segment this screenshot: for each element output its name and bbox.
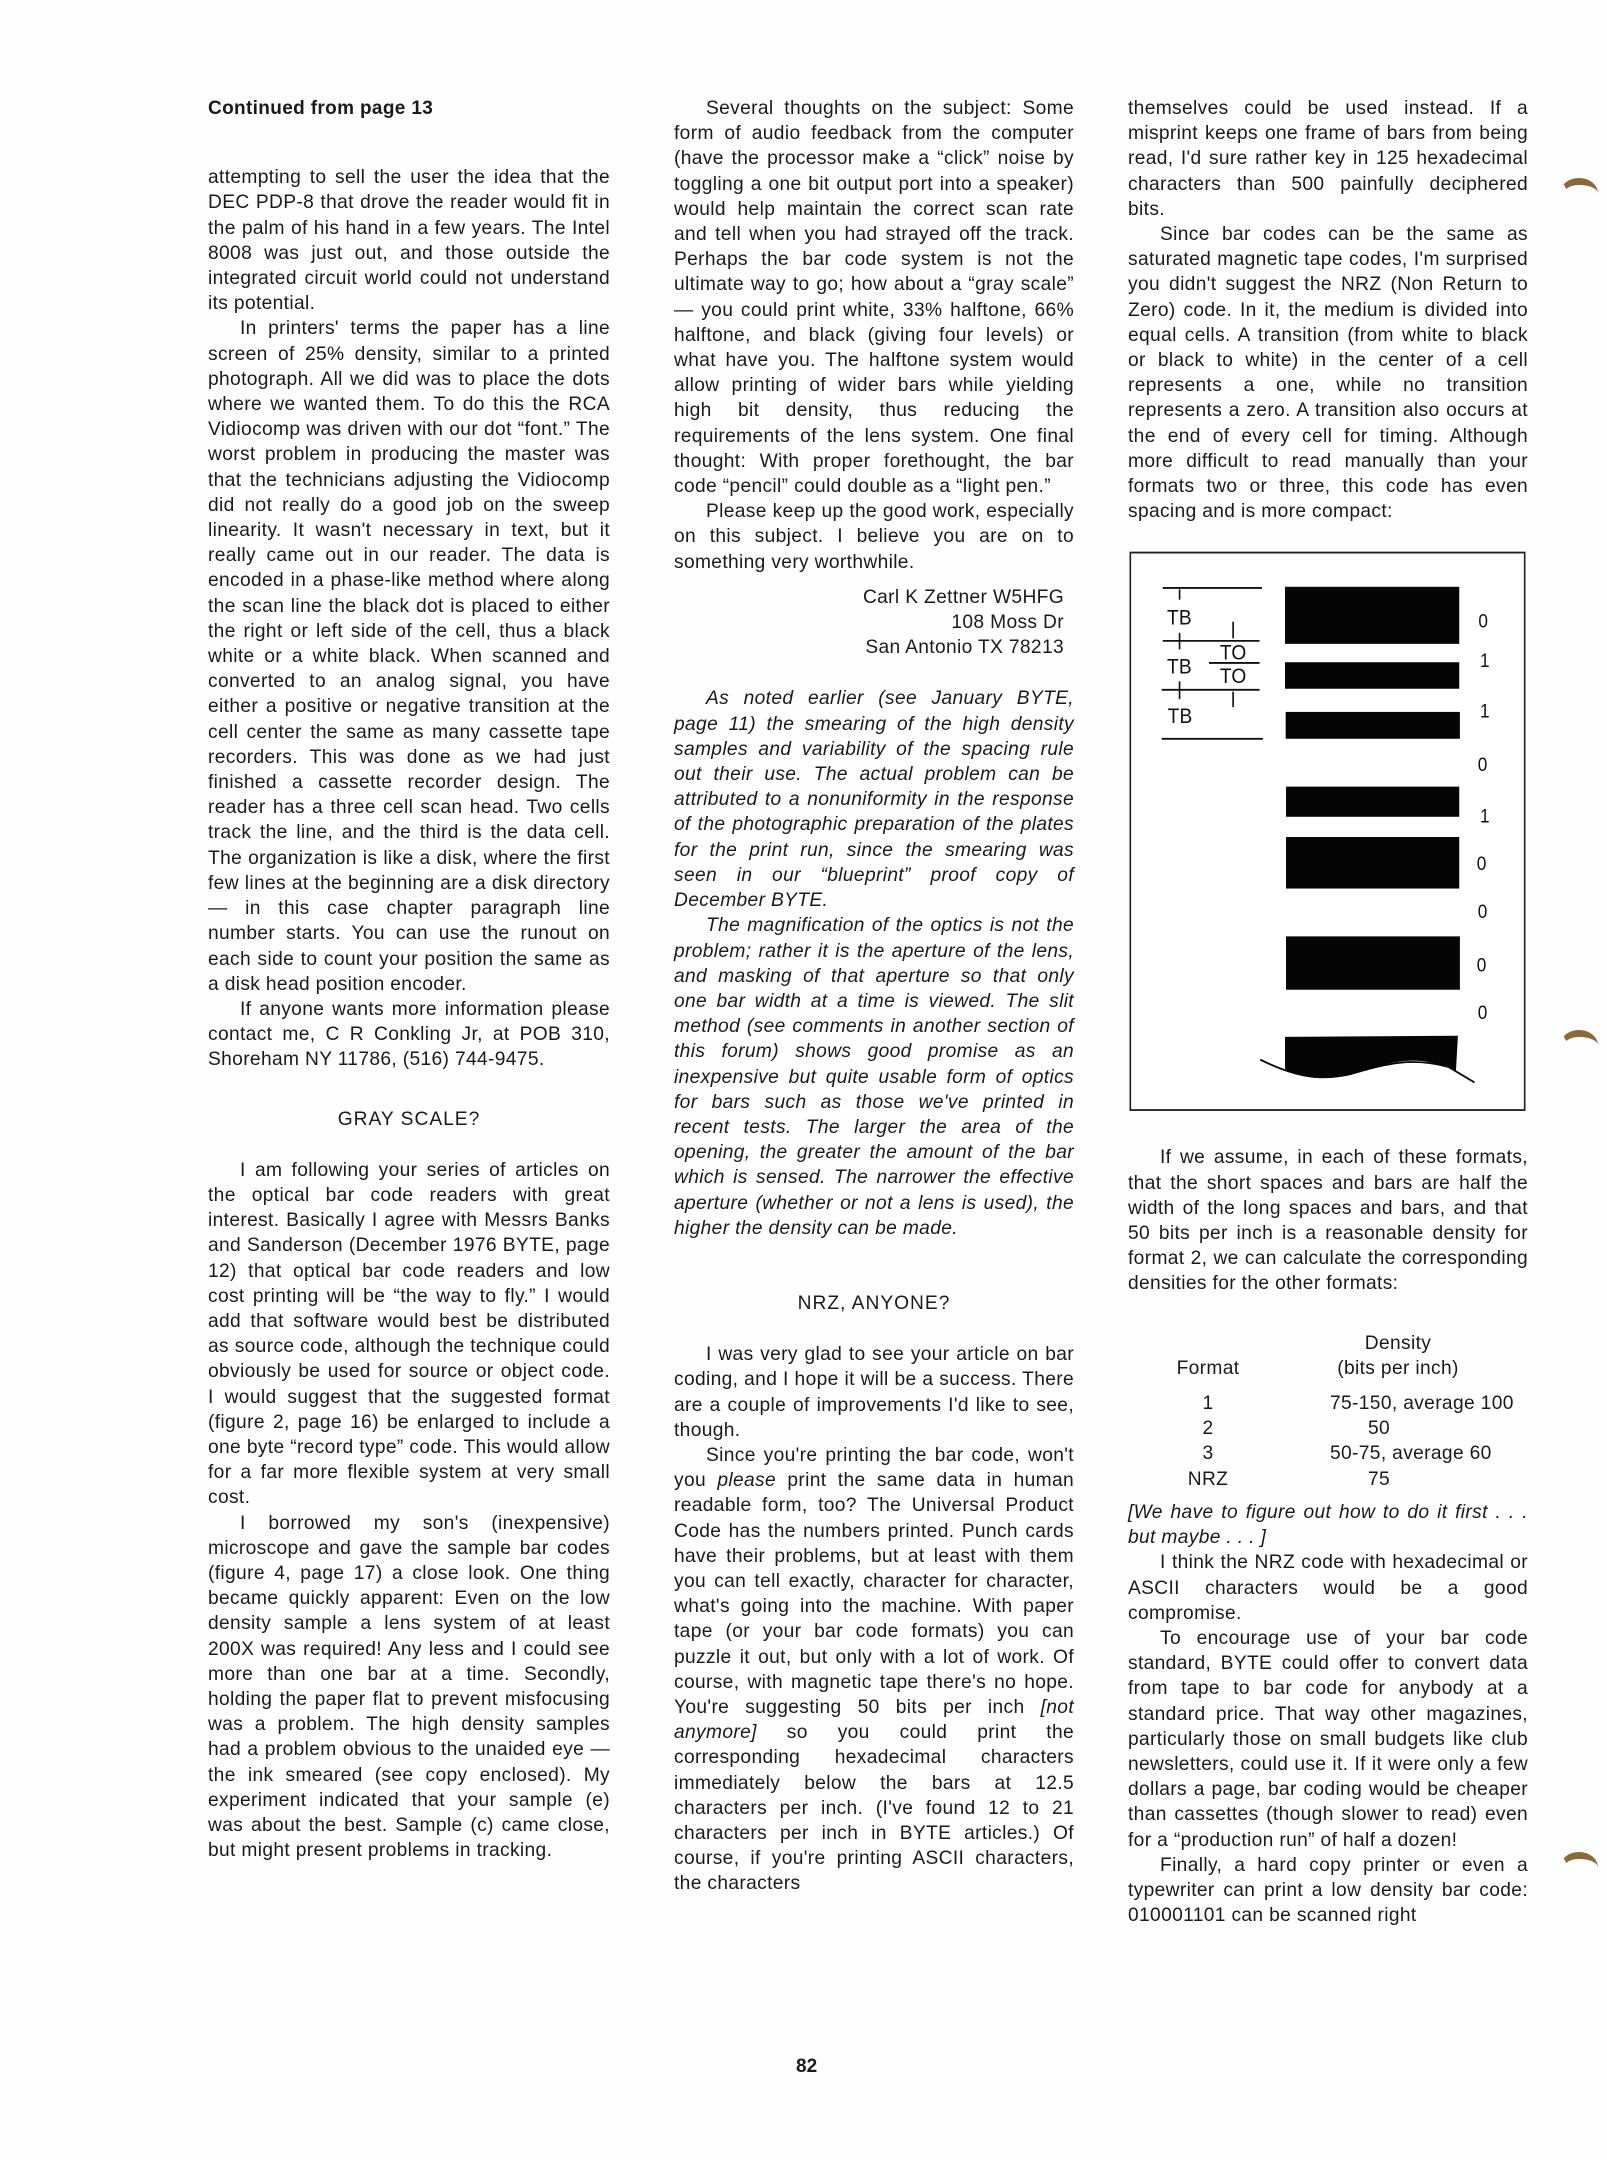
density-cell: 50-75, average 60 <box>1330 1443 1492 1465</box>
table-header-density-title: Density <box>1364 1332 1432 1354</box>
paragraph-text: please <box>717 1470 776 1492</box>
format-cell: 3 <box>1202 1443 1214 1465</box>
bar <box>1286 837 1459 889</box>
signature-name: Carl K Zettner W5HFG <box>862 586 1064 608</box>
table-header-density-unit: (bits per inch) <box>1337 1357 1459 1379</box>
nrz-bar-code-figure <box>1128 550 1528 1113</box>
paragraph-text: I am following your series of articles on the optical bar code readers with great interest. Basically I agree with Messrs Banks and Sanderson (December 1976 BYTE, page 12) that optical bar code readers and low cost printing will be “the way to fly.” I would add that software would best be distributed as source code, although the technique could obviously be used for source or object code. I would suggest that the suggested format (figure 2, page 16) be enlarged to include a one byte “record type” code. This would allow for a far more flexible system at very small cost. <box>208 1159 610 1509</box>
column-2 <box>674 96 1074 1897</box>
paragraph-text: Please keep up the good work, especially on this subject. I believe you are on to something very worthwhile. <box>674 501 1074 573</box>
bit-label: 0 <box>1477 1002 1488 1024</box>
letter-gray-scale-body <box>208 1158 610 1864</box>
paragraph <box>674 1443 1074 1897</box>
paragraph <box>674 1342 1074 1443</box>
paragraph-text: print the same data in human readable form, too? The Universal Product Code has the numbers printed. Punch cards have their problems, but at least with them you can tell exactly, character for character, what's going into the machine. With paper tape (or your bar code formats) you can puzzle it out, but only with a lot of work. Of course, with magnetic tape there's no hope. You're suggesting 50 bits per inch <box>674 1470 1075 1718</box>
page-number: 82 <box>796 2056 818 2077</box>
paragraph <box>1128 1550 1528 1626</box>
bit-label: 0 <box>1478 610 1489 632</box>
label-tb-1: TB <box>1167 607 1192 631</box>
table-row <box>1148 1441 1528 1466</box>
bar <box>1285 587 1459 644</box>
paragraph <box>208 1158 610 1511</box>
density-assumption-text <box>1128 1145 1528 1296</box>
label-tb-2: TB <box>1167 655 1192 679</box>
paragraph-text: themselves could be used instead. If a misprint keeps one frame of bars from being read, I'd sure rather key in 125 hexadecimal characters than 500 painfully deciphered bits. <box>1128 98 1528 220</box>
page-curl-mark <box>1560 1030 1598 1061</box>
bit-label: 0 <box>1476 954 1487 976</box>
paragraph <box>674 686 1074 913</box>
density-cell: 75-150, average 100 <box>1330 1393 1514 1415</box>
label-tb-3: TB <box>1167 705 1193 729</box>
density-table <box>1148 1331 1528 1492</box>
paragraph <box>674 499 1074 575</box>
letter-nrz-body-cont <box>1128 96 1528 524</box>
signature-city: San Antonio TX 78213 <box>865 637 1064 659</box>
paragraph-text: attempting to sell the user the idea that the DEC PDP-8 that drove the reader would fit in the palm of his hand in a few years. The Intel 8008 was just out, and those outside the integrated circuit world could not understand its potential. <box>208 167 610 315</box>
bit-label: 1 <box>1480 805 1490 827</box>
paragraph-text: [not anymore] <box>674 1696 1074 1744</box>
letter-nrz-closing <box>1128 1500 1528 1928</box>
paragraph <box>1128 1626 1528 1853</box>
label-to-1: TO <box>1219 641 1247 666</box>
paragraph <box>1128 222 1528 524</box>
bit-label: 1 <box>1480 701 1490 723</box>
table-header-density <box>1268 1331 1528 1391</box>
paragraph-text: If we assume, in each of these formats, that the short spaces and bars are half the width of the long spaces and bars, and that 50 bits per inch is a reasonable density for format 2, we can calculate the corresponding densities for the other formats: <box>1128 1147 1528 1295</box>
paragraph <box>1128 1853 1528 1929</box>
paragraph-text: I was very glad to see your article on bar coding, and I hope it will be a success. There are a couple of improvements I'd like to see, though. <box>674 1344 1074 1441</box>
paragraph-text: To encourage use of your bar code standard, BYTE could offer to convert data from tape to bar code for anybody at a standard price. That way other magazines, particularly those on small budgets like club newsletters, could use it. If it were only a few dollars a page, bar coding would be cheaper than cassettes (though slower to read) even for a “production run” of half a dozen! <box>1128 1627 1528 1851</box>
paragraph-text: I borrowed my son's (inexpensive) microscope and gave the sample bar codes (figure 4, page 17) a close look. One thing became quickly apparent: Even on the low density sample a lens system of at least 200X was required! Any less and I could see more than one bar at a time. Secondly, holding the paper flat to prevent misfocusing was a problem. The high density samples had a problem obvious to the unaided eye — the ink smeared (see copy enclosed). My experiment indicated that your sample (e) was about the best. Sample (c) came close, but might present problems in tracking. <box>208 1512 610 1862</box>
letter-gray-scale-body-cont <box>674 96 1074 575</box>
paragraph <box>674 96 1074 499</box>
paragraph-text: Finally, a hard copy printer or even a typewriter can print a low density bar code: 010001101 can be scanned right <box>1128 1854 1528 1927</box>
signature <box>674 585 1064 661</box>
bar <box>1285 663 1459 689</box>
density-cell: 75 <box>1368 1468 1391 1490</box>
label-to-2: TO <box>1219 665 1247 689</box>
paragraph <box>208 165 610 316</box>
paragraph-text: Since bar codes can be the same as saturated magnetic tape codes, I'm surprised you didn't suggest the NRZ (Non Return to Zero) code. In it, the medium is divided into equal cells. A transition (from white to black or black to white) in the center of a cell represents a one, while no transition represents a zero. A transition also occurs at the end of every cell for timing. Although more difficult to read manually than your formats two or three, this code has even spacing and is more compact: <box>1128 224 1528 523</box>
paragraph-text: As noted earlier (see January BYTE, page 11) the smearing of the high density samples and variability of the spacing rule out their use. The actual problem can be attributed to a nonuniformity in the response of the photographic preparation of the plates for the print run, since the smearing was seen in our “blueprint” proof copy of December BYTE. <box>674 688 1074 912</box>
bar <box>1286 787 1459 817</box>
paragraph <box>208 997 610 1073</box>
format-cell: NRZ <box>1187 1468 1229 1490</box>
format-cell: 1 <box>1202 1393 1214 1415</box>
paragraph <box>208 316 610 996</box>
column-1 <box>208 96 610 1863</box>
continued-note: Continued from page 13 <box>208 98 434 119</box>
format-cell: 2 <box>1202 1418 1214 1440</box>
signature-street: 108 Moss Dr <box>951 612 1064 634</box>
bit-label: 1 <box>1480 650 1490 672</box>
paragraph-text: [We have to figure out how to do it first . . . but maybe . . . ] <box>1128 1501 1528 1549</box>
bar <box>1286 712 1460 739</box>
page-curl-mark <box>1560 1852 1598 1883</box>
density-cell: 50 <box>1368 1418 1391 1440</box>
paragraph-text: In printers' terms the paper has a line screen of 25% density, similar to a printed photograph. All we did was to place the dots where we wanted them. To do this the RCA Vidiocomp was driven with our dot “font.” The worst problem in producing the master was that the technicians adjusting the Vidiocomp did not really do a good job on the sweep linearity. It wasn't necessary in text, but it really came out in our reader. The data is encoded in a phase-like method where along the scan line the black dot is placed to either the right or left side of the cell, thus a black white or a white black. When scanned and converted to an analog signal, you have either a positive or negative transition at the cell center the same as many cassette tape recorders. This was done as we had just finished a cassette recorder design. The reader has a three cell scan head. Two cells track the line, and the third is the data cell. The organization is like a disk, where the first few lines at the beginning are a disk directory — in this case chapter paragraph line number starts. You can use the runout on each side to count your position the same as a disk head position encoder. <box>208 318 610 995</box>
paragraph <box>1128 96 1528 222</box>
column-3 <box>1128 96 1528 1928</box>
paragraph <box>1128 1145 1528 1296</box>
table-header-format: Format <box>1176 1357 1240 1379</box>
letter-nrz-body <box>674 1342 1074 1896</box>
paragraph-text: The magnification of the optics is not the problem; rather it is the aperture of the lens, and masking of that aperture so that only one bar width at a time is viewed. The slit method (see comments in another section of this forum) shows good promise as an inexpensive but quite usable form of optics for bars such as those we've printed in recent tests. The larger the area of the opening, the greater the amount of the bar which is sensed. The narrower the effective aperture (whether or not a lens is used), the higher the density can be made. <box>674 915 1074 1239</box>
paragraph-text: If anyone wants more information please contact me, C R Conkling Jr, at POB 310, Shoreham NY 11786, (516) 744-9475. <box>208 998 610 1071</box>
bar <box>1286 937 1460 990</box>
table-row <box>1148 1416 1528 1441</box>
bit-label: 0 <box>1476 853 1487 875</box>
table-row <box>1148 1391 1528 1416</box>
nrz-figure-svg <box>1128 550 1528 1113</box>
table-row <box>1148 1467 1528 1492</box>
paragraph <box>674 913 1074 1241</box>
editor-response <box>674 686 1074 1240</box>
paragraph-text: so you could print the corresponding hexadecimal characters immediately below the bars at 12.5 characters per inch. (I've found 12 to 21 characters per inch in BYTE articles.) Of course, if you're printing ASCII characters, the characters <box>674 1722 1074 1895</box>
paragraph <box>1128 1500 1528 1550</box>
letter-conkling-body <box>208 165 610 1072</box>
section-heading-gray-scale: GRAY SCALE? <box>337 1108 481 1130</box>
paragraph-text: Since you're printing the bar code, won't you <box>674 1444 1074 1492</box>
paragraph <box>208 1511 610 1864</box>
paragraph-text: I think the NRZ code with hexadecimal or ASCII characters would be a good compromise. <box>1128 1552 1528 1624</box>
bit-label: 0 <box>1477 754 1488 776</box>
bit-label: 0 <box>1477 901 1488 923</box>
page-curl-mark <box>1560 178 1598 209</box>
paragraph-text: Several thoughts on the subject: Some form of audio feedback from the computer (have the processor make a “click” noise by toggling a one bit output port into a speaker) would help maintain the correct scan rate and tell when you had strayed off the track. Perhaps the bar code system is not the ultimate way to go; how about a “gray scale” — you could print white, 33% halftone, 66% halftone, and black (giving four levels) or what have you. The halftone system would allow printing of wider bars while yielding high bit density, thus reducing the requirements of the lens system. One final thought: With proper forethought, the bar code “pencil” could double as a “light pen.” <box>674 98 1074 498</box>
section-heading-nrz: NRZ, ANYONE? <box>797 1292 951 1314</box>
